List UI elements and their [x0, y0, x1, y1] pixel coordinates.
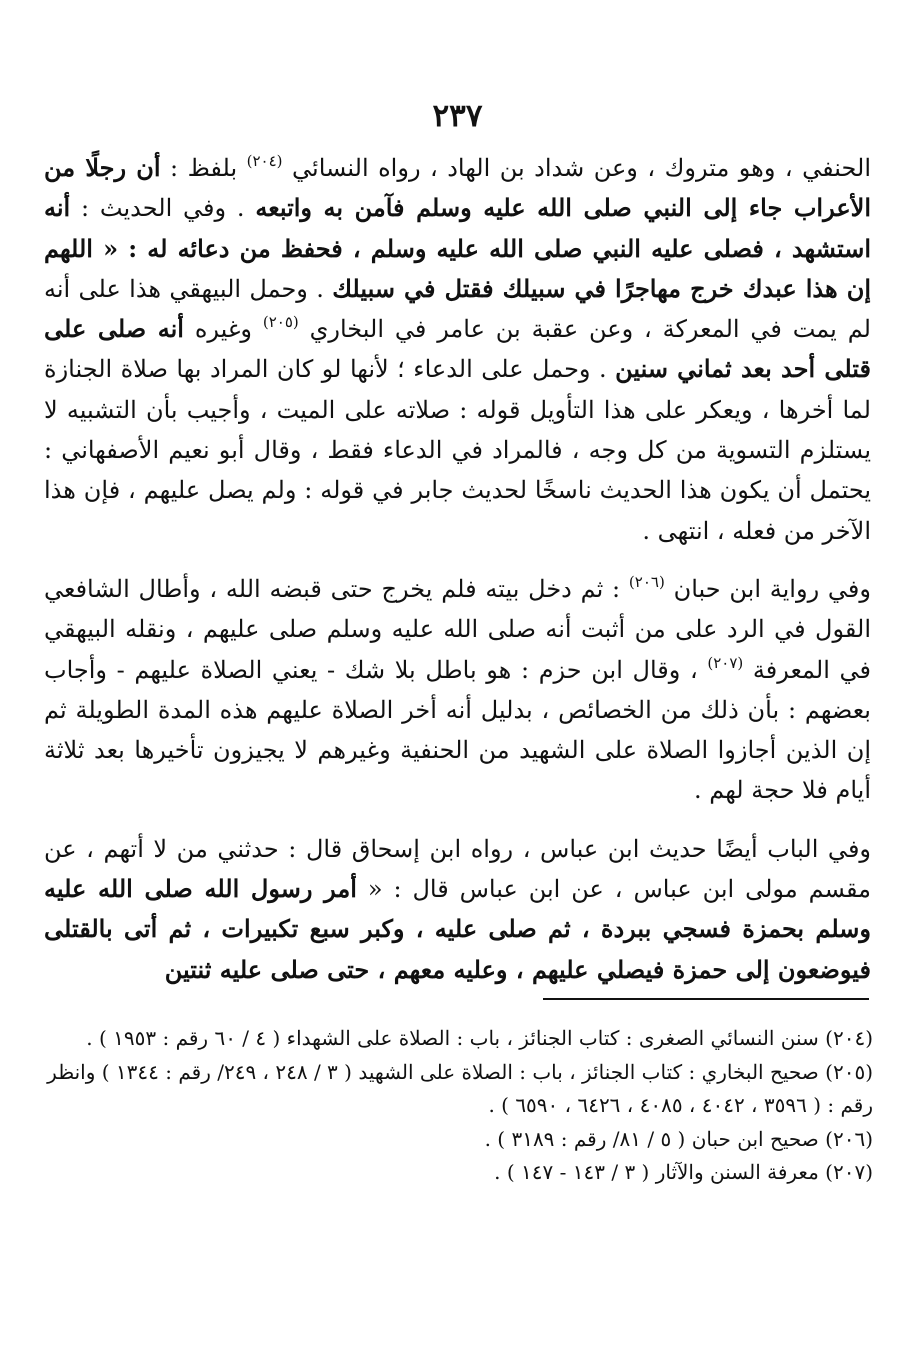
- text-segment: . وفي الحديث :: [70, 194, 256, 223]
- footnote-206: (٢٠٦) صحيح ابن حبان ( ٥ / ٨١/ رقم : ٣١٨٩ ) .: [484, 1126, 873, 1151]
- paragraph-2: [44, 569, 871, 811]
- footnote-ref-204: (٢٠٤): [246, 152, 283, 170]
- text-segment: الحنفي ، وهو متروك ، وعن شداد بن الهاد ، رواه النسائي: [282, 154, 871, 182]
- footnote-205: (٢٠٥) صحيح البخاري : كتاب الجنائز ، باب : الصلاة على الشهيد ( ٣ / ٢٤٨ ، ٢٤٩/ رقم : ١٣٤٤ ) وانظر رقم : ( ٣٥٩٦ ، ٤٠٤٢ ، ٤٠٨٥ ، ٦٤٢٦ ، ٦٥٩٠ ) .: [47, 1059, 873, 1117]
- footnote-ref-206: (٢٠٦): [628, 572, 665, 591]
- footnote-ref-205: (٢٠٥): [262, 313, 299, 332]
- text-segment: . وحمل البيهقي هذا على أنه لم يمت في المعركة ، وعن عقبة بن عامر في البخاري: [44, 274, 871, 344]
- text-segment: ، وقال ابن حزم : هو باطل بلا شك - يعني الصلاة عليهم - وأجاب بعضهم : بأن ذلك من الخصائص ، بدليل أنه أخر الصلاة عليهم هذه المدة الطويلة ثم إن الذين أجازوا الصلاة على الشهيد من الحنفية وغيرهم لا يجيزون تأخيرها بعد ثلاثة أيام فلا حجة لهم .: [44, 655, 871, 805]
- text-segment: . وحمل على الدعاء ؛ لأنها لو كان المراد بها صلاة الجنازة لما أخرها ، ويعكر على هذا التأويل قوله : صلاته على الميت ، وأجيب بأن التشبيه لا يستلزم التسوية من كل وجه ، فالمراد في الدعاء فقط ، وقال أبو نعيم الأصفهاني : يحتمل أن يكون هذا الحديث ناسخًا لحديث جابر في قوله : ولم يصل عليهم ، فإن هذا الآخر من فعله ، انتهى .: [44, 355, 871, 545]
- footnote-separator: [543, 998, 869, 1000]
- text-segment: : ثم دخل بيته فلم يخرج حتى قبضه الله ، وأطال الشافعي القول في الرد على من أثبت أنه صلى الله عليه وسلم صلى عليهم ، ونقله البيهقي في المعرفة: [44, 574, 871, 684]
- paragraph-1: [44, 148, 871, 551]
- footnote-207: (٢٠٧) معرفة السنن والآثار ( ٣ / ١٤٣ - ١٤٧ ) .: [494, 1160, 873, 1184]
- text-segment: وغيره: [183, 315, 263, 344]
- main-text: [44, 148, 871, 990]
- hadith-quote: أنه استشهد ، فصلى عليه النبي صلى الله عليه وسلم ، فحفظ من دعائه له : « اللهم إن هذا عبدك خرج مهاجرًا في سبيلك فقتل في سبيلك: [44, 193, 871, 303]
- hadith-quote: أن رجلًا من الأعراب جاء إلى النبي صلى الله عليه وسلم فآمن به واتبعه: [44, 153, 871, 223]
- hadith-quote: أمر رسول الله صلى الله عليه وسلم بحمزة فسجي ببردة ، ثم صلى عليه ، وكبر سبع تكبيرات ، ثم أتى بالقتلى فيوضعون إلى حمزة فيصلي عليهم ، وعليه معهم ، حتى صلى عليه ثنتين: [44, 874, 871, 984]
- footnote-ref-207: (٢٠٧): [707, 653, 744, 672]
- footnotes: [40, 1022, 873, 1190]
- footnote-204: (٢٠٤) سنن النسائي الصغرى : كتاب الجنائز ، باب : الصلاة على الشهداء ( ٤ / ٦٠ رقم : ١٩٥٣ ) .: [86, 1026, 873, 1050]
- paragraph-3: [44, 829, 871, 990]
- text-segment: وفي الباب أيضًا حديث ابن عباس ، رواه ابن إسحاق قال : حدثني من لا أتهم ، عن مقسم مولى ابن عباس ، عن ابن عباس قال : «: [44, 834, 871, 904]
- text-segment: بلفظ :: [160, 154, 247, 182]
- hadith-quote: أنه صلى على قتلى أحد بعد ثماني سنين: [44, 314, 871, 384]
- page-number: ٢٣٧: [432, 98, 483, 134]
- text-segment: وفي رواية ابن حبان: [664, 574, 871, 603]
